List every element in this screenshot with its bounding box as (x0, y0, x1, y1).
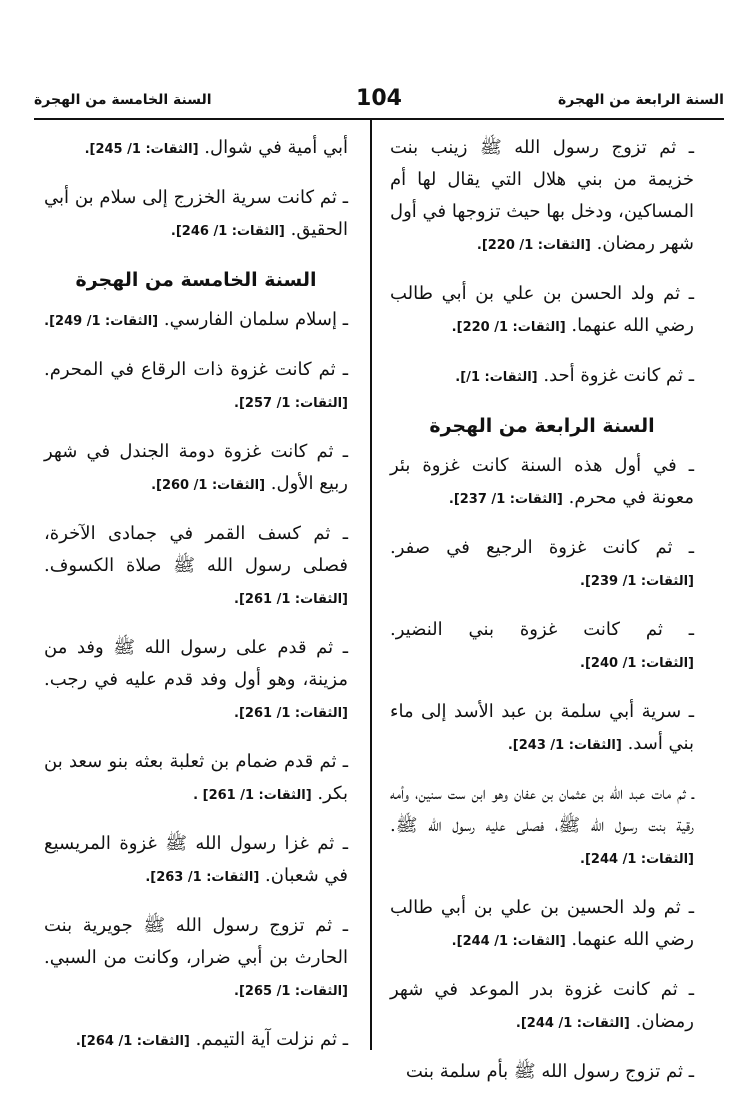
citation: [الثقات: 1/ 264]. (75, 1034, 190, 1049)
entry (44, 1024, 348, 1058)
section-heading: السنة الرابعة من الهجرة (429, 415, 655, 437)
entry (44, 182, 348, 248)
entry (390, 614, 694, 680)
entry-text: ـ ثم كانت غزوة دومة الجندل في شهر ربيع الأول. (44, 441, 348, 494)
citation: [الثقات: 1/ 245]. (84, 142, 199, 157)
citation: [الثقات: 1/ 220]. (476, 238, 591, 253)
entry (390, 778, 694, 876)
citation: [الثقات: 1/ 220]. (451, 320, 566, 335)
citation: [الثقات: 1/ 265]. (234, 984, 348, 999)
entry-text: ـ في أول هذه السنة كانت غزوة بئر معونة في محرم. (390, 455, 694, 508)
citation: [الثقات: 1/ 239]. (580, 574, 694, 589)
entry-text: ـ ثم غزا رسول الله ﷺ غزوة المريسيع في شعبان. (44, 833, 348, 886)
entry-text: ـ ثم تزوج رسول الله ﷺ زينب بنت خزيمة من بني هلال التي يقال لها أم المساكين، ودخل بها حيث تزوجها في أول شهر رمضان. (390, 137, 694, 254)
citation: [الثقات: 1/ 244]. (580, 852, 694, 867)
header-rule (34, 118, 724, 120)
entry-text: ـ ثم كانت غزوة الرجيع في صفر. (390, 537, 694, 558)
page-header (34, 86, 724, 114)
column-divider (370, 120, 372, 1050)
entry (44, 132, 348, 166)
entry-text: ـ ثم قدم على رسول الله ﷺ وفد من مزينة، وهو أول وفد قدم عليه في رجب. (44, 637, 348, 690)
entry (390, 1056, 694, 1088)
citation: [الثقات: 1/ 240]. (580, 656, 694, 671)
running-title-left: السنة الخامسة من الهجرة (34, 92, 212, 108)
citation: [الثقات: 1/ 261] . (193, 788, 312, 803)
citation: [الثقات: 1/ 261]. (234, 706, 348, 721)
entry-text: ـ ثم قدم ضمام بن ثعلبة بعثه بنو سعد بن بكر. (44, 751, 348, 804)
entry-text: ـ ثم نزلت آية التيمم. (195, 1029, 348, 1050)
citation: [الثقات: 1/ 257]. (234, 396, 348, 411)
entry-text: ـ ثم كانت غزوة بدر الموعد في شهر رمضان. (390, 979, 694, 1032)
entry (390, 278, 694, 344)
entry-text: ـ ثم كانت غزوة ذات الرقاع في المحرم. (44, 359, 348, 380)
citation: [الثقات: 1/]. (455, 370, 538, 385)
entry-text: ـ ثم ولد الحسن بن علي بن أبي طالب رضي الله عنهما. (390, 283, 694, 336)
left-column (44, 132, 348, 1074)
entry-text: أبي أمية في شوال. (204, 137, 348, 158)
entry-text: ـ ثم مات عبد الله بن عثمان بن عفان وهو ابن ست سنين، وأمه رقية بنت رسول الله ﷺ، فصلى عليه رسول الله ﷺ. (390, 783, 694, 836)
citation: [الثقات: 1/ 263]. (145, 870, 260, 885)
entry-text: ـ إسلام سلمان الفارسي. (163, 309, 348, 330)
citation: [الثقات: 1/ 246]. (170, 224, 285, 239)
entry-text: ـ ثم تزوج رسول الله ﷺ بأم سلمة بنت (405, 1061, 694, 1082)
entry-text: ـ ثم كانت سرية الخزرج إلى سلام بن أبي الحقيق. (44, 187, 348, 240)
entry (44, 518, 348, 616)
entry (44, 746, 348, 812)
citation: [الثقات: 1/ 237]. (448, 492, 563, 507)
citation: [الثقات: 1/ 249]. (44, 314, 159, 329)
page-number: 104 (356, 86, 402, 111)
entry-text: ـ ثم تزوج رسول الله ﷺ جويرية بنت الحارث بن أبي ضرار، وكانت من السبي. (44, 915, 348, 968)
entry (44, 304, 348, 338)
right-column (390, 132, 694, 1104)
entry-text: ـ ثم كسف القمر في جمادى الآخرة، فصلى رسول الله ﷺ صلاة الكسوف. (44, 523, 348, 576)
citation: [الثقات: 1/ 261]. (234, 592, 348, 607)
citation: [الثقات: 1/ 243]. (507, 738, 622, 753)
entry (390, 132, 694, 262)
entry-text: ـ سرية أبي سلمة بن عبد الأسد إلى ماء بني أسد. (390, 701, 694, 754)
entry (44, 910, 348, 1008)
entry (44, 828, 348, 894)
entry (390, 450, 694, 516)
entry-text: ـ ثم كانت غزوة أحد. (543, 365, 694, 386)
entry (44, 436, 348, 502)
entry (44, 632, 348, 730)
citation: [الثقات: 1/ 260]. (151, 478, 266, 493)
citation: [الثقات: 1/ 244]. (451, 934, 566, 949)
entry (390, 892, 694, 958)
entry-text: ـ ثم ولد الحسين بن علي بن أبي طالب رضي الله عنهما. (390, 897, 694, 950)
entry (390, 974, 694, 1040)
entry (390, 696, 694, 762)
entry (390, 532, 694, 598)
entry (44, 354, 348, 420)
citation: [الثقات: 1/ 244]. (515, 1016, 630, 1031)
running-title-right: السنة الرابعة من الهجرة (558, 92, 724, 108)
entry (390, 360, 694, 394)
entry-text: ـ ثم كانت غزوة بني النضير. (390, 619, 694, 640)
section-heading: السنة الخامسة من الهجرة (75, 269, 317, 291)
